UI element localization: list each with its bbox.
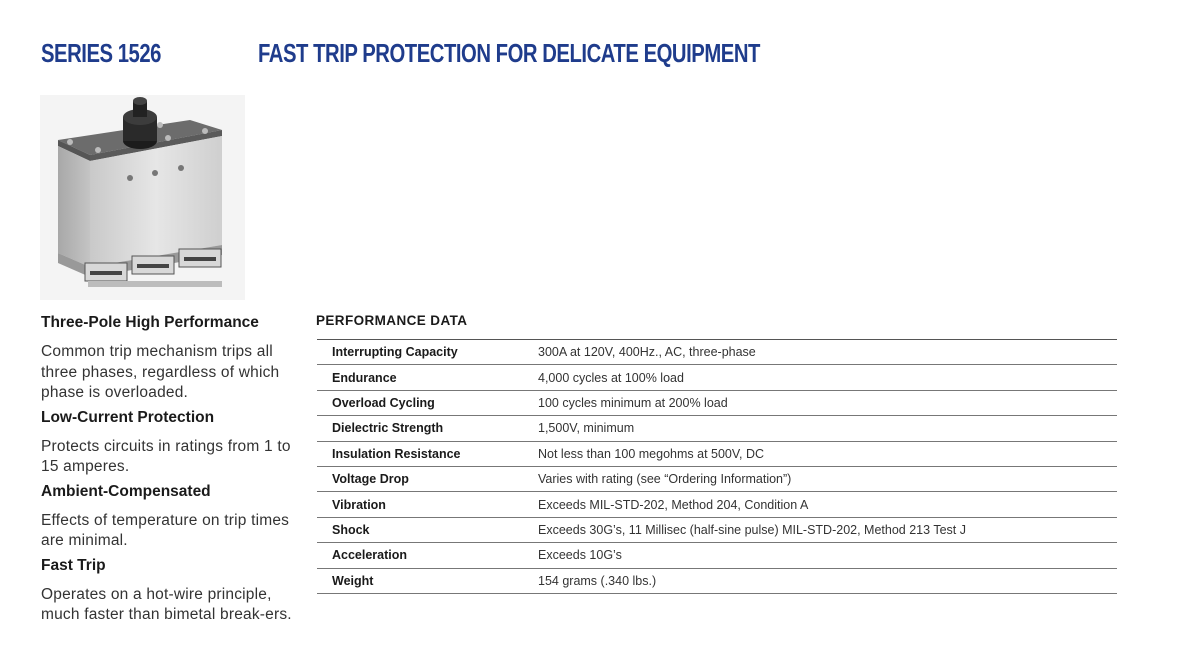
table-row [317, 568, 1117, 593]
series-title: SERIES 1526 [41, 38, 161, 68]
table-row [317, 416, 1117, 441]
feature-heading: Three-Pole High Performance [41, 314, 259, 331]
row-label: Insulation Resistance [317, 441, 523, 466]
row-label: Weight [317, 568, 523, 593]
row-label: Overload Cycling [317, 390, 523, 415]
feature-heading: Low-Current Protection [41, 408, 215, 426]
feature-item [41, 556, 296, 626]
table-row [317, 340, 1117, 365]
row-label: Endurance [317, 365, 523, 390]
table-row [317, 492, 1117, 517]
table-row [317, 365, 1117, 390]
features-list [41, 313, 296, 630]
row-label: Acceleration [317, 543, 523, 568]
row-value: 300A at 120V, 400Hz., AC, three-phase [523, 340, 1117, 365]
circuit-breaker-photo [40, 95, 245, 300]
feature-body: Common trip mechanism trips all three phases, regardless of which phase is overloaded. [41, 343, 280, 401]
row-label: Dielectric Strength [317, 416, 523, 441]
row-label: Interrupting Capacity [317, 340, 523, 365]
feature-item [41, 313, 296, 404]
feature-body: Effects of temperature on trip times are minimal. [41, 511, 290, 549]
feature-item [41, 482, 296, 552]
row-value: 1,500V, minimum [523, 416, 1117, 441]
row-label: Shock [317, 517, 523, 542]
row-label: Voltage Drop [317, 466, 523, 491]
page-title: FAST TRIP PROTECTION FOR DELICATE EQUIPMENT [258, 38, 760, 68]
row-value: 100 cycles minimum at 200% load [523, 390, 1117, 415]
row-value: Exceeds MIL-STD-202, Method 204, Condition A [523, 492, 1117, 517]
feature-heading: Ambient-Compensated [41, 482, 211, 500]
table-row [317, 543, 1117, 568]
row-value: Exceeds 30G’s, 11 Millisec (half-sine pulse) MIL-STD-202, Method 213 Test J [523, 517, 1117, 542]
feature-item [41, 408, 296, 478]
row-label: Vibration [317, 492, 523, 517]
row-value: Varies with rating (see “Ordering Information”) [523, 466, 1117, 491]
row-value: 154 grams (.340 lbs.) [523, 568, 1117, 593]
row-value: 4,000 cycles at 100% load [523, 365, 1117, 390]
performance-data-title: PERFORMANCE DATA [316, 313, 468, 328]
row-value: Exceeds 10G’s [523, 543, 1117, 568]
table-row [317, 466, 1117, 491]
table-row [317, 441, 1117, 466]
performance-data-table [317, 339, 1117, 594]
table-row [317, 390, 1117, 415]
row-value: Not less than 100 megohms at 500V, DC [523, 441, 1117, 466]
table-row [317, 517, 1117, 542]
feature-body: Protects circuits in ratings from 1 to 15 amperes. [41, 437, 291, 475]
feature-heading: Fast Trip [41, 556, 106, 574]
feature-body: Operates on a hot-wire principle, much faster than bimetal break-ers. [41, 585, 292, 623]
